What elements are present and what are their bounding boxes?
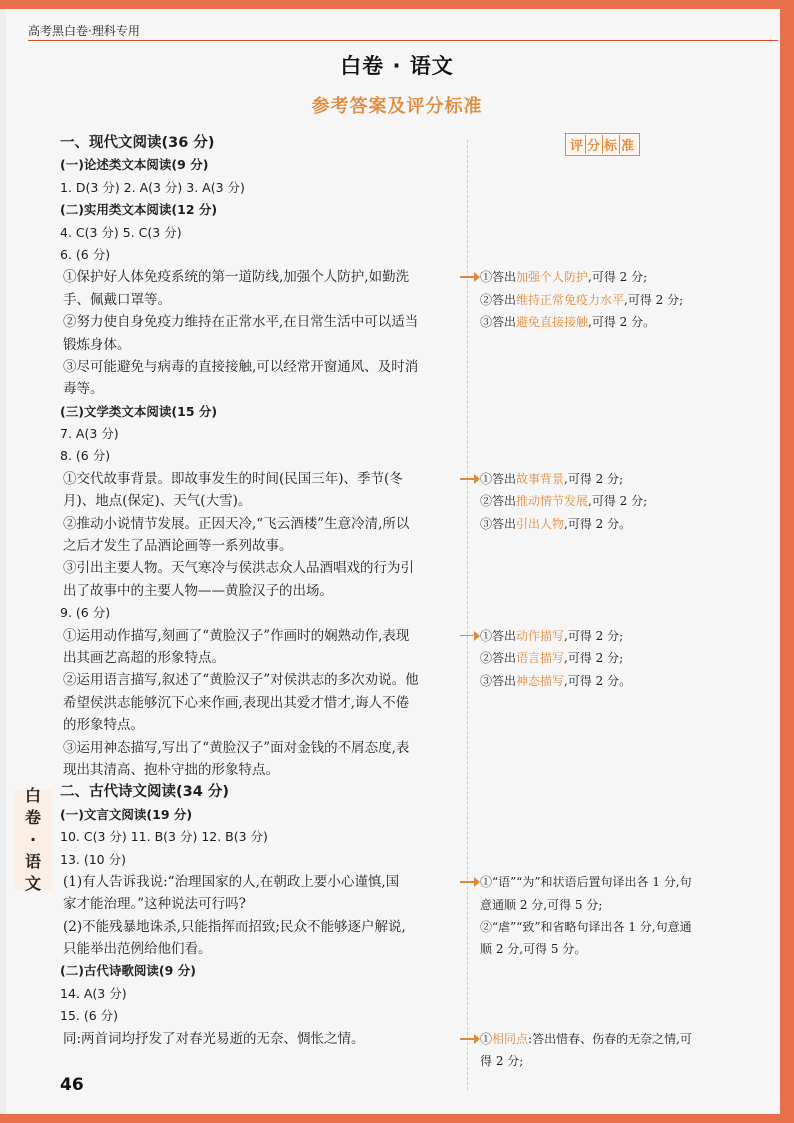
answer-line: 毒等。 — [63, 381, 104, 398]
scoring-note — [480, 871, 780, 961]
key-point: 避免直接接触 — [516, 315, 589, 330]
side-tab-char: · — [29, 830, 37, 849]
scoring-text: ③答出 — [480, 516, 517, 531]
scoring-text: ,可得 2 分; — [588, 270, 648, 285]
scoring-text: ②“虐”“致”和省略句译出各 1 分,句意通 — [480, 919, 692, 934]
answer-line: 只能举出范例给他们看。 — [63, 941, 212, 958]
arrow-right-icon — [460, 877, 480, 887]
scoring-text: ,可得 2 分; — [564, 651, 624, 666]
answer-line: 4. C(3 分) 5. C(3 分) — [60, 224, 182, 240]
scoring-line — [480, 311, 780, 333]
key-point: 相同点 — [492, 1032, 529, 1046]
answer-line: 现出其清高、抱朴守拙的形象特点。 — [63, 761, 279, 778]
key-point: 动作描写 — [516, 628, 565, 643]
scoring-line — [480, 670, 780, 692]
answer-line: 10. C(3 分) 11. B(3 分) 12. B(3 分) — [60, 829, 268, 845]
subsection-heading: (二)实用类文本阅读(12 分) — [60, 202, 218, 218]
answer-line: ①运用动作描写,刻画了“黄脸汉子”作画时的娴熟动作,表现 — [63, 627, 410, 644]
key-point: 维持正常免疫力水平 — [516, 292, 625, 307]
answer-line: 6. (6 分) — [60, 246, 111, 262]
answer-line: 的形象特点。 — [63, 717, 144, 734]
answer-line: 锻炼身体。 — [63, 336, 131, 353]
scoring-line — [480, 513, 780, 535]
subsection-heading: (三)文学类文本阅读(15 分) — [60, 403, 218, 419]
scoring-text: ,可得 2 分; — [564, 472, 624, 486]
scoring-line — [480, 468, 780, 490]
scoring-text: ①答出 — [480, 472, 517, 486]
header-tag: 高考黑白卷·理科专用 — [28, 24, 140, 38]
scoring-line — [480, 1050, 780, 1072]
side-tab — [14, 786, 52, 893]
scoring-text: ①“语”“为”和状语后置句译出各 1 分,句 — [480, 875, 692, 890]
scoring-text: 顺 2 分,可得 5 分。 — [480, 942, 587, 957]
subsection-heading: (一)论述类文本阅读(9 分) — [60, 157, 209, 173]
side-tab-char: 语 — [24, 852, 41, 871]
answer-line: (1)有人告诉我说:“治理国家的人,在朝政上要小心谨慎,国 — [63, 873, 400, 890]
scoring-text: ,可得 2 分。 — [564, 516, 632, 531]
answer-line: 之后才发生了品酒论画等一系列故事。 — [63, 538, 293, 555]
right-border — [780, 0, 794, 1123]
answer-line: ③尽可能避免与病毒的直接接触,可以经常开窗通风、及时消 — [63, 358, 419, 375]
scoring-line — [480, 490, 780, 512]
section-heading: 一、现代文阅读(36 分) — [60, 135, 215, 151]
answer-line: (2)不能残暴地诛杀,只能指挥而招致;民众不能够逐户解说, — [63, 918, 406, 935]
answer-line: 月)、地点(保定)、天气(大雪)。 — [63, 493, 252, 510]
arrow-right-icon — [460, 1034, 480, 1044]
scoring-text: ,可得 2 分; — [624, 292, 684, 307]
answer-line: 同:两首词均抒发了对春光易逝的无奈、惆怅之情。 — [63, 1030, 365, 1047]
badge-char: 评 — [569, 135, 586, 154]
scoring-text: ,可得 2 分; — [564, 628, 624, 643]
answer-line: 15. (6 分) — [60, 1008, 119, 1024]
answer-line: 9. (6 分) — [60, 605, 111, 621]
key-point: 语言描写 — [516, 651, 565, 666]
answer-line: ②推动小说情节发展。正因天冷,“飞云酒楼”生意冷清,所以 — [63, 515, 410, 532]
answer-line: ①交代故事背景。即故事发生的时间(民国三年)、季节(冬 — [63, 470, 403, 487]
key-point: 推动情节发展 — [516, 494, 589, 509]
scoring-note — [480, 468, 780, 535]
page-title: 白卷 · 语文 — [340, 54, 454, 78]
scoring-line — [480, 894, 780, 916]
page-subtitle: 参考答案及评分标准 — [311, 96, 483, 117]
bottom-border — [0, 1114, 794, 1123]
answer-line: 13. (10 分) — [60, 851, 126, 867]
answer-line: 家才能治理。”这种说法可行吗? — [63, 896, 246, 913]
answer-line: 出了故事中的主要人物——黄脸汉子的出场。 — [63, 582, 333, 599]
key-point: 神态描写 — [516, 673, 565, 688]
scoring-line — [480, 938, 780, 960]
arrow-right-icon — [460, 631, 480, 641]
answer-line: 8. (6 分) — [60, 448, 111, 464]
scoring-line — [480, 647, 780, 669]
scoring-line — [480, 625, 780, 647]
side-tab-char: 文 — [24, 874, 41, 893]
answer-line: ③引出主要人物。天气寒冷与侯洪志众人品酒唱戏的行为引 — [63, 560, 414, 577]
arrow-right-icon — [460, 272, 480, 282]
scoring-text: 得 2 分; — [480, 1054, 524, 1069]
scoring-line — [480, 1028, 780, 1050]
scoring-text: ,可得 2 分。 — [564, 673, 632, 688]
scoring-text: ①答出 — [480, 270, 517, 285]
scoring-text: ②答出 — [480, 292, 517, 307]
scoring-text: ②答出 — [480, 494, 517, 509]
header-rule — [28, 40, 778, 41]
top-border — [0, 0, 794, 9]
page-edge — [0, 0, 6, 1123]
badge-char: 标 — [603, 135, 620, 154]
scoring-note — [480, 625, 780, 692]
subsection-heading: (一)文言文阅读(19 分) — [60, 806, 193, 822]
badge-char: 分 — [586, 135, 603, 154]
answer-line: ③运用神态描写,写出了“黄脸汉子”面对金钱的不屑态度,表 — [63, 739, 410, 756]
answer-column — [60, 132, 468, 1050]
key-point: 引出人物 — [516, 516, 565, 531]
scoring-note — [480, 266, 780, 333]
scoring-line — [480, 266, 780, 288]
answer-line: 出其画艺高超的形象特点。 — [63, 649, 225, 666]
page-number: 46 — [60, 1075, 84, 1095]
key-point: 故事背景 — [516, 472, 565, 486]
scoring-text: ,可得 2 分; — [588, 494, 648, 509]
scoring-text: ①答出 — [480, 628, 517, 643]
side-tab-char: 卷 — [24, 808, 41, 827]
arrow-right-icon — [460, 474, 480, 484]
answer-line: 1. D(3 分) 2. A(3 分) 3. A(3 分) — [60, 179, 245, 195]
answer-line: ②运用语言描写,叙述了“黄脸汉子”对侯洪志的多次劝说。他 — [63, 672, 419, 689]
side-tab-char: 白 — [24, 786, 41, 805]
scoring-line — [480, 871, 780, 893]
key-point: 加强个人防护 — [516, 270, 589, 285]
answer-line: ①保护好人体免疫系统的第一道防线,加强个人防护,如勤洗 — [63, 269, 410, 286]
subsection-heading: (二)古代诗歌阅读(9 分) — [60, 963, 196, 979]
scoring-text: ③答出 — [480, 673, 517, 688]
scoring-text: ②答出 — [480, 651, 517, 666]
answer-line: 7. A(3 分) — [60, 426, 119, 442]
answer-line: 手、佩戴口罩等。 — [63, 291, 171, 308]
section-heading: 二、古代诗文阅读(34 分) — [60, 784, 229, 801]
score-standard-badge — [565, 133, 640, 156]
answer-line: 14. A(3 分) — [60, 985, 127, 1001]
scoring-line — [480, 916, 780, 938]
scoring-text: 意通顺 2 分,可得 5 分; — [480, 897, 603, 912]
scoring-text: :答出惜春、伤春的无奈之情,可 — [528, 1032, 692, 1046]
scoring-note — [480, 1028, 780, 1073]
scoring-text: ,可得 2 分。 — [588, 315, 656, 330]
scoring-text: ① — [480, 1032, 493, 1046]
badge-char: 准 — [621, 139, 636, 154]
answer-line: ②努力使自身免疫力维持在正常水平,在日常生活中可以适当 — [63, 314, 419, 331]
scoring-text: ③答出 — [480, 315, 517, 330]
scoring-line — [480, 289, 780, 311]
answer-line: 希望侯洪志能够沉下心来作画,表现出其爱才惜才,诲人不倦 — [63, 694, 410, 711]
